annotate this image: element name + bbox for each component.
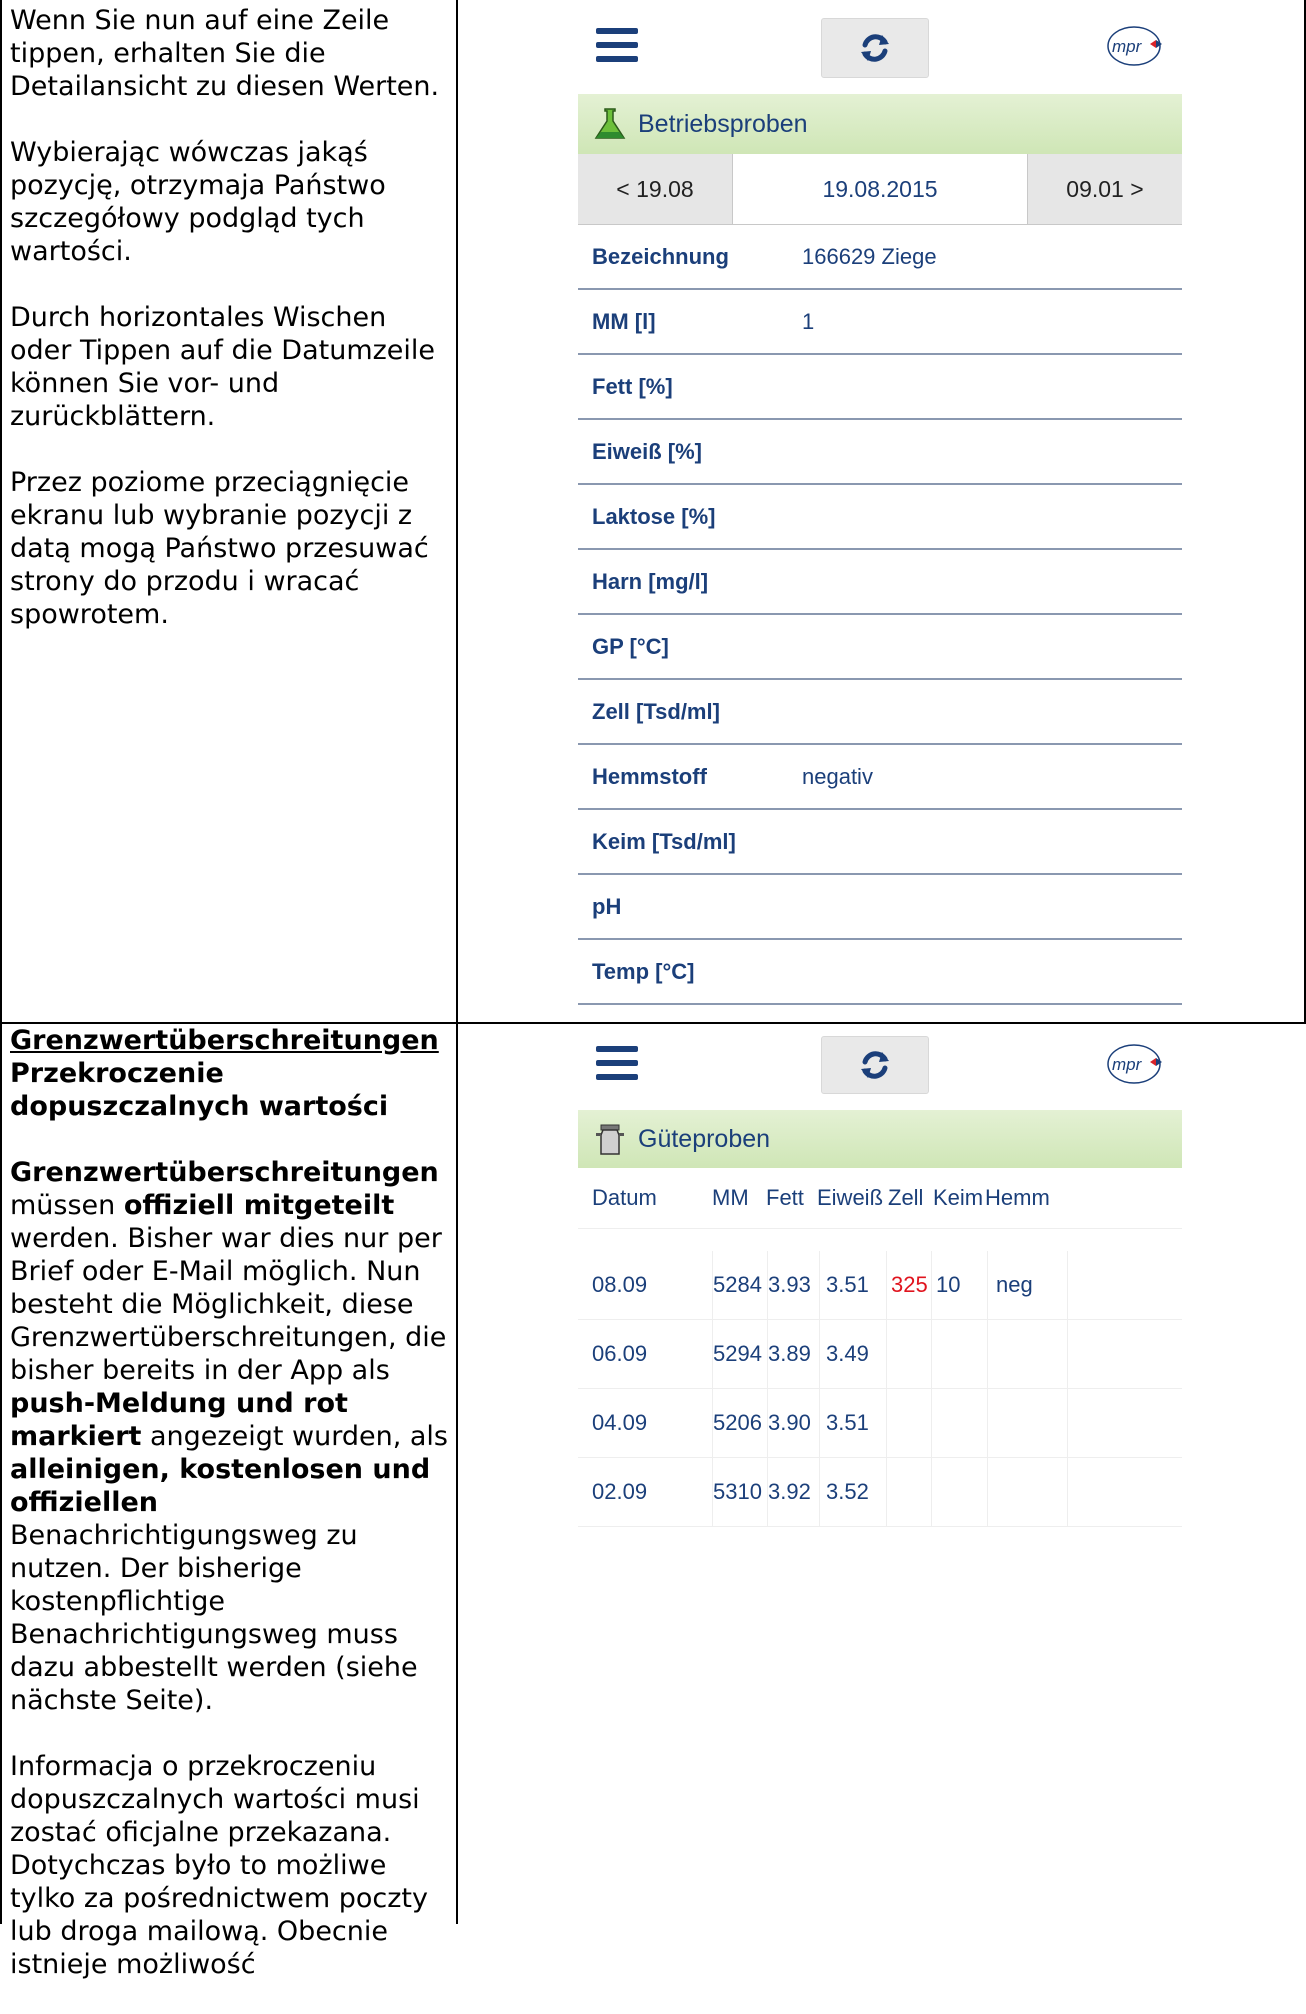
detail-row[interactable] (578, 355, 1182, 420)
app-topbar (578, 2, 1182, 94)
detail-label: MM [l] (592, 308, 656, 334)
date-navigation (578, 154, 1182, 225)
cell-keim: 10 (931, 1251, 987, 1319)
cell-datum: 04.09 (592, 1410, 648, 1435)
detail-row[interactable] (578, 940, 1182, 1005)
mpr-logo (1104, 1042, 1168, 1086)
cell-hemm: neg (987, 1251, 1067, 1319)
cell-datum: 02.09 (592, 1479, 648, 1504)
refresh-icon (858, 1048, 892, 1082)
cell-zell: 325 (886, 1251, 931, 1319)
detail-label: pH (592, 893, 622, 919)
detail-row[interactable] (578, 485, 1182, 550)
detail-row[interactable] (578, 810, 1182, 875)
heading-de: Grenzwertüberschreitungen (10, 1025, 439, 1056)
cell-mm: 5284 (712, 1251, 767, 1319)
mpr-logo (1104, 24, 1168, 68)
detail-label: Eiweiß [%] (592, 438, 703, 464)
date-next-button[interactable]: 09.01 > (1028, 154, 1182, 224)
detail-value: negativ (802, 763, 873, 789)
detail-row[interactable] (578, 290, 1182, 355)
svg-text:mpr: mpr (1112, 37, 1142, 56)
paragraph-pl-detail: Wybierając wówczas jakąś pozycję, otrzymaja Państwo szczegółowy podgląd tych wartości. (10, 137, 386, 267)
cell-extra (1067, 1389, 1182, 1457)
text: müssen (10, 1190, 124, 1221)
quality-table (578, 1168, 1182, 1527)
cell-hemm (987, 1389, 1067, 1457)
left-cell-bottom (10, 1024, 450, 2014)
bold-text: alleinigen, kostenlosen und offiziellen (10, 1454, 431, 1518)
column-header-eiweiss[interactable]: Eiweiß (817, 1185, 884, 1210)
cell-eiweiss: 3.49 (819, 1320, 886, 1388)
detail-label: Keim [Tsd/ml] (592, 828, 736, 854)
left-cell-top (10, 4, 450, 664)
detail-label: Harn [mg/l] (592, 568, 709, 594)
detail-row[interactable] (578, 550, 1182, 615)
table-header-row (578, 1168, 1182, 1229)
bold-text: push-Meldung und rot markiert (10, 1388, 348, 1452)
column-header-keim[interactable]: Keim (933, 1185, 984, 1210)
table-row[interactable] (578, 1458, 1182, 1527)
detail-row[interactable] (578, 225, 1182, 290)
detail-label: Zell [Tsd/ml] (592, 698, 720, 724)
table-row[interactable] (578, 1320, 1182, 1389)
menu-icon[interactable] (596, 28, 638, 62)
cell-mm: 5294 (712, 1320, 767, 1388)
detail-row[interactable] (578, 420, 1182, 485)
section-title: Güteproben (638, 1124, 771, 1153)
paragraph-pl-swipe: Przez poziome przeciągnięcie ekranu lub wybranie pozycji z datą mogą Państwo przesuwać strony do przodu i wracać spowrotem. (10, 467, 429, 630)
detail-label: Fett [%] (592, 373, 673, 399)
detail-label: Hemmstoff (592, 763, 707, 789)
cell-mm: 5310 (712, 1458, 767, 1526)
heading-pl: Przekroczenie dopuszczalnych wartości (10, 1058, 389, 1122)
bold-text: Grenzwertüberschreitungen (10, 1157, 439, 1188)
refresh-button[interactable] (821, 1036, 929, 1094)
cell-keim (931, 1458, 987, 1526)
cell-extra (1067, 1251, 1182, 1319)
cell-keim (931, 1320, 987, 1388)
bold-text: offiziell mitgeteilt (123, 1190, 395, 1221)
detail-label: Temp [°C] (592, 958, 695, 984)
flask-icon (592, 106, 628, 142)
cell-eiweiss: 3.51 (819, 1389, 886, 1457)
cell-zell (886, 1458, 931, 1526)
column-header-zell[interactable]: Zell (888, 1185, 924, 1210)
refresh-button[interactable] (821, 18, 929, 78)
paragraph-de-swipe: Durch horizontales Wischen oder Tippen auf die Datumzeile können Sie vor- und zurückblättern. (10, 302, 436, 432)
app-topbar (578, 1026, 1182, 1110)
detail-row[interactable] (578, 875, 1182, 940)
app-screen-quality (578, 1026, 1182, 1504)
cell-hemm (987, 1458, 1067, 1526)
section-header-betriebsproben (578, 94, 1182, 154)
table-row[interactable] (578, 1251, 1182, 1320)
paragraph-de-limits (10, 1156, 450, 1717)
detail-value: 1 (802, 308, 815, 334)
column-header-extra (1065, 1168, 1182, 1228)
cell-mm: 5206 (712, 1389, 767, 1457)
table-border-left (0, 0, 2, 1924)
cell-keim (931, 1389, 987, 1457)
column-header-hemm[interactable]: Hemm (985, 1185, 1050, 1210)
detail-value: 166629 Ziege (802, 243, 937, 269)
milk-can-icon (592, 1121, 628, 1157)
cell-datum: 06.09 (592, 1341, 648, 1366)
cell-extra (1067, 1320, 1182, 1388)
detail-row[interactable] (578, 680, 1182, 745)
cell-fett: 3.93 (767, 1251, 819, 1319)
refresh-icon (858, 31, 892, 65)
detail-list (578, 225, 1182, 1005)
table-row[interactable] (578, 1389, 1182, 1458)
cell-fett: 3.89 (767, 1320, 819, 1388)
table-divider-vertical (456, 0, 458, 1924)
cell-datum: 08.09 (592, 1272, 648, 1297)
menu-icon[interactable] (596, 1046, 638, 1080)
section-header-gueteproben (578, 1110, 1182, 1168)
detail-label: Bezeichnung (592, 243, 729, 269)
detail-row[interactable] (578, 615, 1182, 680)
cell-zell (886, 1320, 931, 1388)
app-screen-detail (578, 2, 1182, 1022)
text: angezeigt wurden, als (141, 1421, 448, 1452)
cell-fett: 3.92 (767, 1458, 819, 1526)
table-body (578, 1251, 1182, 1527)
column-header-mm[interactable]: MM (712, 1185, 749, 1210)
paragraph-de-detail: Wenn Sie nun auf eine Zeile tippen, erhalten Sie die Detailansicht zu diesen Werten. (10, 5, 440, 102)
date-prev-button[interactable]: < 19.08 (578, 154, 732, 224)
cell-fett: 3.90 (767, 1389, 819, 1457)
paragraph-pl-limits: Informacja o przekroczeniu dopuszczalnych wartości musi zostać oficjalne przekazana. Dotychczas było to możliwe tylko za pośrednictwem poczty lub droga mailową. Obecnie istnieje możliwość (10, 1751, 428, 1980)
detail-row[interactable] (578, 745, 1182, 810)
detail-label: GP [°C] (592, 633, 669, 659)
section-title: Betriebsproben (638, 109, 808, 138)
cell-zell (886, 1389, 931, 1457)
cell-extra (1067, 1458, 1182, 1526)
date-current[interactable]: 19.08.2015 (732, 154, 1028, 224)
detail-label: Laktose [%] (592, 503, 716, 529)
cell-hemm (987, 1320, 1067, 1388)
table-spacer (578, 1229, 1182, 1251)
cell-eiweiss: 3.52 (819, 1458, 886, 1526)
text: Benachrichtigungsweg zu nutzen. Der bisherige kostenpflichtige Benachrichtigungsweg muss dazu abbestellt werden (siehe nächste Seite). (10, 1520, 418, 1716)
column-header-fett[interactable]: Fett (766, 1185, 804, 1210)
cell-eiweiss: 3.51 (819, 1251, 886, 1319)
column-header-datum[interactable]: Datum (592, 1185, 657, 1210)
svg-text:mpr: mpr (1112, 1055, 1142, 1074)
text: werden. Bisher war dies nur per Brief oder E-Mail möglich. Nun besteht die Möglichkeit, diese Grenzwertüberschreitungen, die bisher bereits in der App als (10, 1223, 447, 1386)
